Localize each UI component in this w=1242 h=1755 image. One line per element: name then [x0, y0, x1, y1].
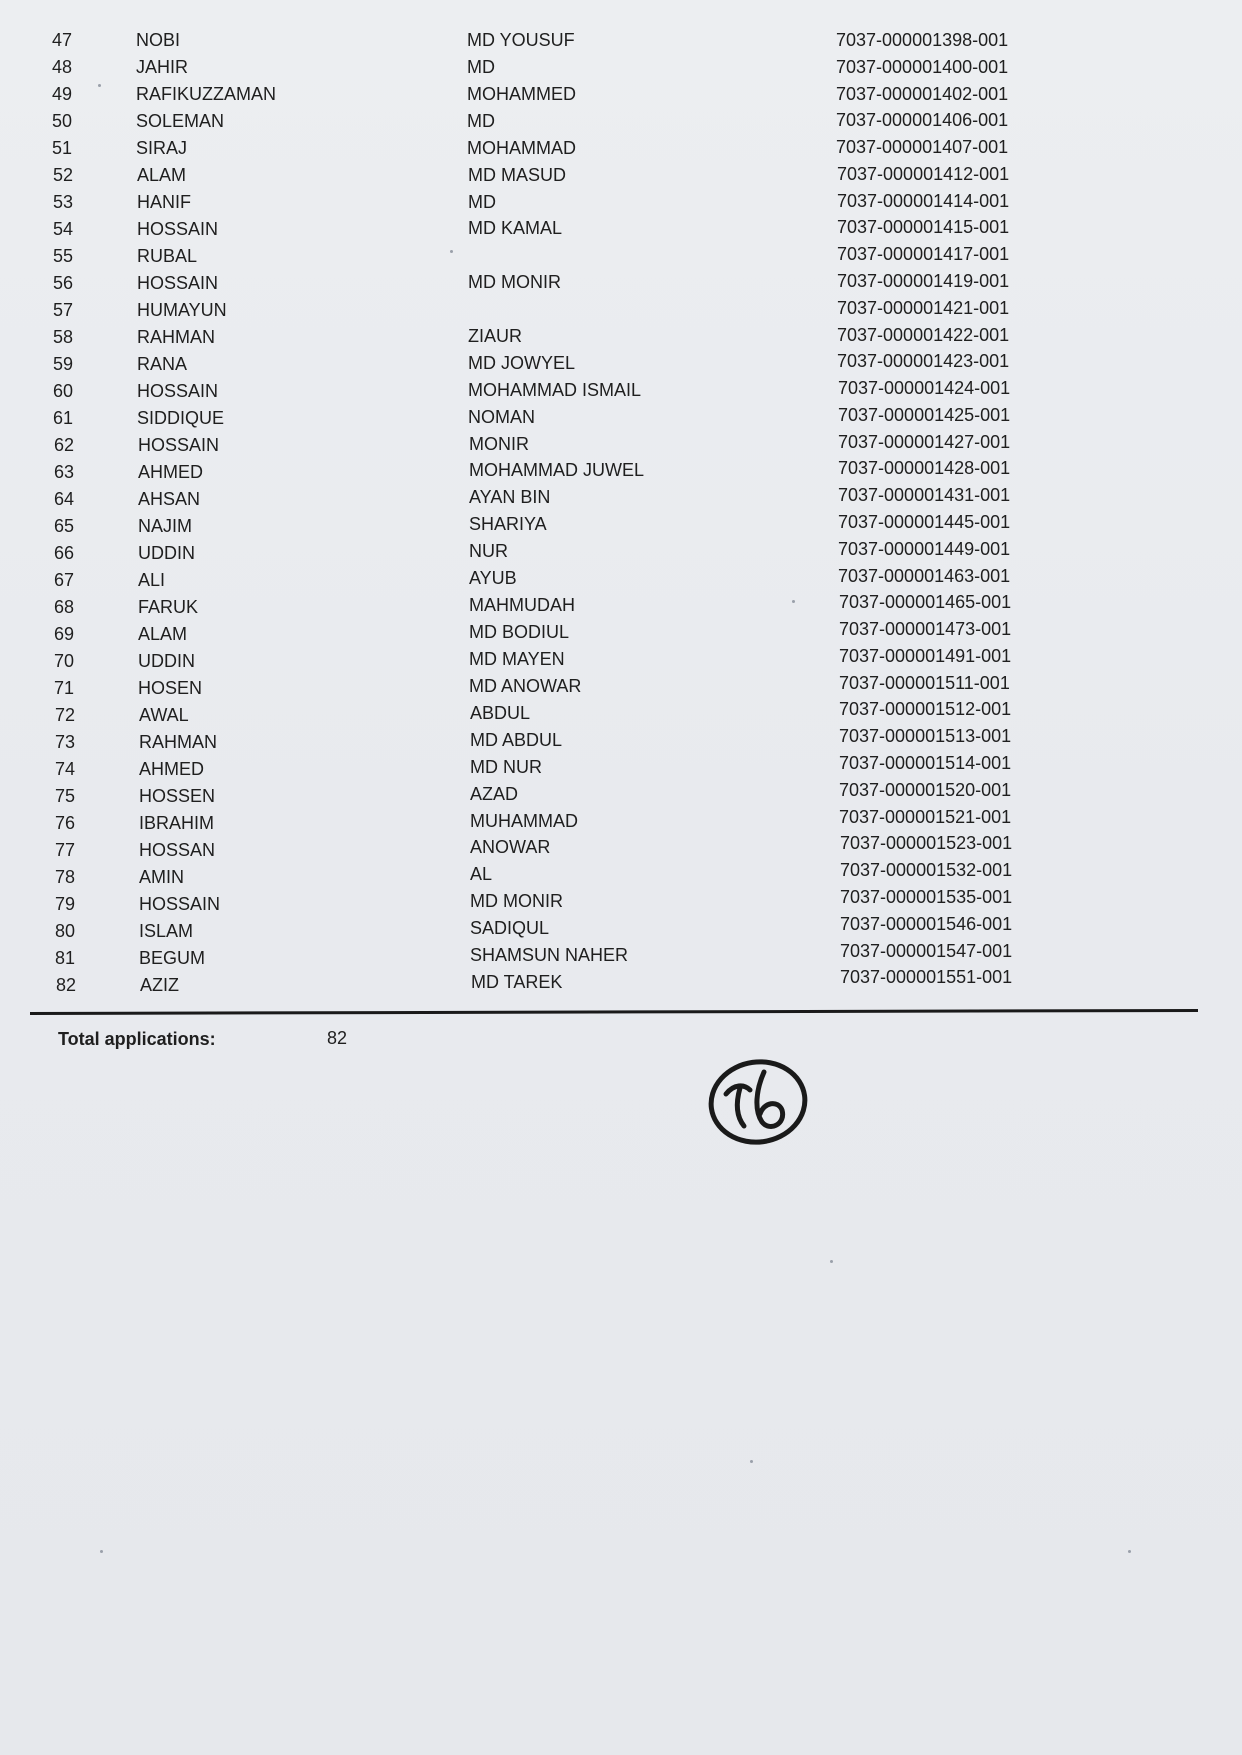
row-number: 64 — [54, 489, 75, 509]
application-id: 7037-000001512-001 — [839, 699, 1012, 719]
first-name: MUHAMMAD — [470, 811, 578, 831]
total-applications-value: 82 — [327, 1028, 348, 1048]
row-number: 47 — [52, 30, 73, 50]
application-id: 7037-000001546-001 — [840, 914, 1013, 934]
last-name: HOSSAIN — [137, 381, 219, 401]
application-id: 7037-000001421-001 — [837, 298, 1010, 318]
first-name: NOMAN — [468, 407, 535, 427]
first-name: NUR — [469, 541, 508, 561]
row-number: 51 — [52, 138, 73, 158]
row-number: 66 — [54, 543, 75, 563]
table-row — [0, 349, 1242, 376]
scan-speck — [450, 250, 453, 253]
first-name: AYAN BIN — [469, 487, 551, 507]
table-row — [0, 916, 1242, 943]
table-row — [0, 79, 1242, 106]
table-row — [0, 295, 1242, 322]
application-id: 7037-000001398-001 — [836, 30, 1009, 50]
row-number: 49 — [52, 84, 73, 104]
table-row — [0, 754, 1242, 781]
last-name: NAJIM — [138, 516, 192, 536]
last-name: SIDDIQUE — [137, 408, 225, 428]
table-row — [0, 160, 1242, 187]
last-name: HUMAYUN — [137, 300, 227, 320]
table-row — [0, 241, 1242, 268]
application-id: 7037-000001520-001 — [839, 780, 1012, 800]
table-row — [0, 619, 1242, 646]
last-name: RANA — [137, 354, 188, 374]
application-id: 7037-000001521-001 — [839, 807, 1012, 827]
application-id: 7037-000001406-001 — [836, 110, 1009, 130]
last-name: HOSSAIN — [139, 894, 221, 914]
scan-speck — [100, 1550, 103, 1553]
application-id: 7037-000001423-001 — [837, 351, 1010, 371]
handwritten-page-number — [706, 1054, 810, 1148]
application-id: 7037-000001407-001 — [836, 137, 1009, 157]
first-name: MD — [468, 192, 496, 212]
first-name: ZIAUR — [468, 326, 522, 346]
first-name: SADIQUL — [470, 918, 550, 938]
row-number: 48 — [52, 57, 73, 77]
application-id: 7037-000001514-001 — [839, 753, 1012, 773]
row-number: 56 — [53, 273, 74, 293]
application-id: 7037-000001415-001 — [837, 217, 1010, 237]
table-row — [0, 511, 1242, 538]
last-name: ISLAM — [139, 921, 194, 941]
row-number: 75 — [55, 786, 76, 806]
first-name: MOHAMMED — [467, 84, 576, 104]
table-row — [0, 592, 1242, 619]
scan-speck — [792, 600, 795, 603]
table-row — [0, 376, 1242, 403]
row-number: 77 — [55, 840, 76, 860]
last-name: RAHMAN — [139, 732, 218, 752]
row-number: 67 — [54, 570, 75, 590]
last-name: SIRAJ — [136, 138, 188, 158]
application-id: 7037-000001402-001 — [836, 84, 1009, 104]
last-name: AMIN — [139, 867, 184, 887]
table-row — [0, 187, 1242, 214]
application-id: 7037-000001422-001 — [837, 325, 1010, 345]
last-name: AHSAN — [138, 489, 201, 509]
table-row — [0, 889, 1242, 916]
last-name: SOLEMAN — [136, 111, 225, 131]
table-row — [0, 835, 1242, 862]
table-row — [0, 484, 1242, 511]
row-number: 63 — [54, 462, 75, 482]
table-row — [0, 943, 1242, 970]
last-name: HOSSAIN — [138, 435, 220, 455]
last-name: HOSSAIN — [137, 219, 219, 239]
last-name: RAFIKUZZAMAN — [136, 84, 277, 104]
application-id: 7037-000001417-001 — [837, 244, 1010, 264]
applications-list — [0, 25, 1242, 997]
row-number: 55 — [53, 246, 74, 266]
table-row — [0, 322, 1242, 349]
last-name: AHMED — [138, 462, 204, 482]
last-name: ALAM — [138, 624, 188, 644]
row-number: 50 — [52, 111, 73, 131]
first-name: MD JOWYEL — [468, 353, 576, 373]
first-name: AYUB — [469, 568, 517, 588]
first-name: MOHAMMAD — [467, 138, 576, 158]
scan-speck — [1128, 1550, 1131, 1553]
first-name: MOHAMMAD JUWEL — [469, 460, 644, 480]
first-name: MD ABDUL — [470, 730, 563, 750]
first-name: AZAD — [470, 784, 519, 804]
scan-speck — [750, 1460, 753, 1463]
table-row — [0, 25, 1242, 52]
application-id: 7037-000001535-001 — [840, 887, 1013, 907]
application-id: 7037-000001532-001 — [840, 860, 1013, 880]
last-name: RUBAL — [137, 246, 198, 266]
application-id: 7037-000001427-001 — [838, 432, 1011, 452]
first-name: MD ANOWAR — [469, 676, 582, 696]
row-number: 74 — [55, 759, 76, 779]
row-number: 59 — [53, 354, 74, 374]
last-name: AWAL — [139, 705, 189, 725]
first-name: ABDUL — [470, 703, 531, 723]
application-id: 7037-000001431-001 — [838, 485, 1011, 505]
table-row — [0, 727, 1242, 754]
table-row — [0, 700, 1242, 727]
row-number: 72 — [55, 705, 76, 725]
last-name: HOSEN — [138, 678, 203, 698]
last-name: HANIF — [137, 192, 191, 212]
last-name: NOBI — [136, 30, 181, 50]
application-id: 7037-000001551-001 — [840, 967, 1013, 987]
last-name: HOSSAN — [139, 840, 216, 860]
row-number: 65 — [54, 516, 75, 536]
table-row — [0, 808, 1242, 835]
row-number: 78 — [55, 867, 76, 887]
row-number: 69 — [54, 624, 75, 644]
total-applications-label: Total applications: — [58, 1029, 216, 1049]
table-row — [0, 646, 1242, 673]
first-name: MD YOUSUF — [467, 30, 575, 50]
application-id: 7037-000001473-001 — [839, 619, 1012, 639]
table-row — [0, 565, 1242, 592]
table-row — [0, 781, 1242, 808]
row-number: 52 — [53, 165, 74, 185]
row-number: 60 — [53, 381, 74, 401]
application-id: 7037-000001419-001 — [837, 271, 1010, 291]
last-name: HOSSAIN — [137, 273, 219, 293]
first-name: MD MONIR — [470, 891, 563, 911]
last-name: BEGUM — [139, 948, 206, 968]
table-row — [0, 430, 1242, 457]
last-name: AHMED — [139, 759, 205, 779]
application-id: 7037-000001414-001 — [837, 191, 1010, 211]
table-row — [0, 214, 1242, 241]
row-number: 61 — [53, 408, 74, 428]
row-number: 54 — [53, 219, 74, 239]
first-name: MONIR — [469, 434, 529, 454]
first-name: MD TAREK — [471, 972, 563, 992]
application-id: 7037-000001491-001 — [839, 646, 1012, 666]
first-name: MD — [467, 111, 495, 131]
application-id: 7037-000001523-001 — [840, 833, 1013, 853]
first-name: MD NUR — [470, 757, 542, 777]
row-number: 58 — [53, 327, 74, 347]
table-row — [0, 133, 1242, 160]
application-id: 7037-000001424-001 — [838, 378, 1011, 398]
last-name: IBRAHIM — [139, 813, 215, 833]
last-name: ALI — [138, 570, 166, 590]
last-name: JAHIR — [136, 57, 189, 77]
application-id: 7037-000001445-001 — [838, 512, 1011, 532]
table-row — [0, 457, 1242, 484]
application-id: 7037-000001449-001 — [838, 539, 1011, 559]
row-number: 76 — [55, 813, 76, 833]
first-name: MD — [467, 57, 495, 77]
row-number: 53 — [53, 192, 74, 212]
first-name: MD BODIUL — [469, 622, 570, 642]
first-name: MOHAMMAD ISMAIL — [468, 380, 642, 400]
scan-speck — [830, 1260, 833, 1263]
application-id: 7037-000001400-001 — [836, 57, 1009, 77]
table-row — [0, 106, 1242, 133]
table-row — [0, 967, 1242, 997]
application-id: 7037-000001425-001 — [838, 405, 1011, 425]
last-name: UDDIN — [138, 651, 195, 671]
table-row — [0, 673, 1242, 700]
application-id: 7037-000001465-001 — [839, 592, 1012, 612]
first-name: ANOWAR — [470, 837, 551, 857]
last-name: RAHMAN — [137, 327, 216, 347]
row-number: 81 — [55, 948, 76, 968]
table-row — [0, 862, 1242, 889]
application-id: 7037-000001463-001 — [838, 566, 1011, 586]
first-name: MD MONIR — [468, 272, 561, 292]
row-number: 68 — [54, 597, 75, 617]
table-row — [0, 52, 1242, 79]
last-name: AZIZ — [140, 975, 179, 995]
last-name: HOSSEN — [139, 786, 216, 806]
application-id: 7037-000001428-001 — [838, 458, 1011, 478]
row-number: 82 — [56, 975, 77, 995]
row-number: 80 — [55, 921, 76, 941]
row-number: 57 — [53, 300, 74, 320]
application-id: 7037-000001412-001 — [837, 164, 1010, 184]
scan-speck — [98, 84, 101, 87]
row-number: 62 — [54, 435, 75, 455]
last-name: FARUK — [138, 597, 199, 617]
application-id: 7037-000001547-001 — [840, 941, 1013, 961]
first-name: MAHMUDAH — [469, 595, 575, 615]
first-name: AL — [470, 864, 493, 884]
first-name: MD MAYEN — [469, 649, 565, 669]
row-number: 71 — [54, 678, 75, 698]
last-name: UDDIN — [138, 543, 195, 563]
application-id: 7037-000001513-001 — [839, 726, 1012, 746]
row-number: 79 — [55, 894, 76, 914]
last-name: ALAM — [137, 165, 187, 185]
first-name: SHARIYA — [469, 514, 547, 534]
application-id: 7037-000001511-001 — [839, 673, 1010, 693]
row-number: 73 — [55, 732, 76, 752]
first-name: SHAMSUN NAHER — [470, 945, 629, 965]
first-name: MD KAMAL — [468, 218, 563, 238]
first-name: MD MASUD — [468, 165, 566, 185]
table-row — [0, 403, 1242, 430]
table-bottom-rule — [30, 1009, 1198, 1015]
table-row — [0, 268, 1242, 295]
row-number: 70 — [54, 651, 75, 671]
table-row — [0, 538, 1242, 565]
